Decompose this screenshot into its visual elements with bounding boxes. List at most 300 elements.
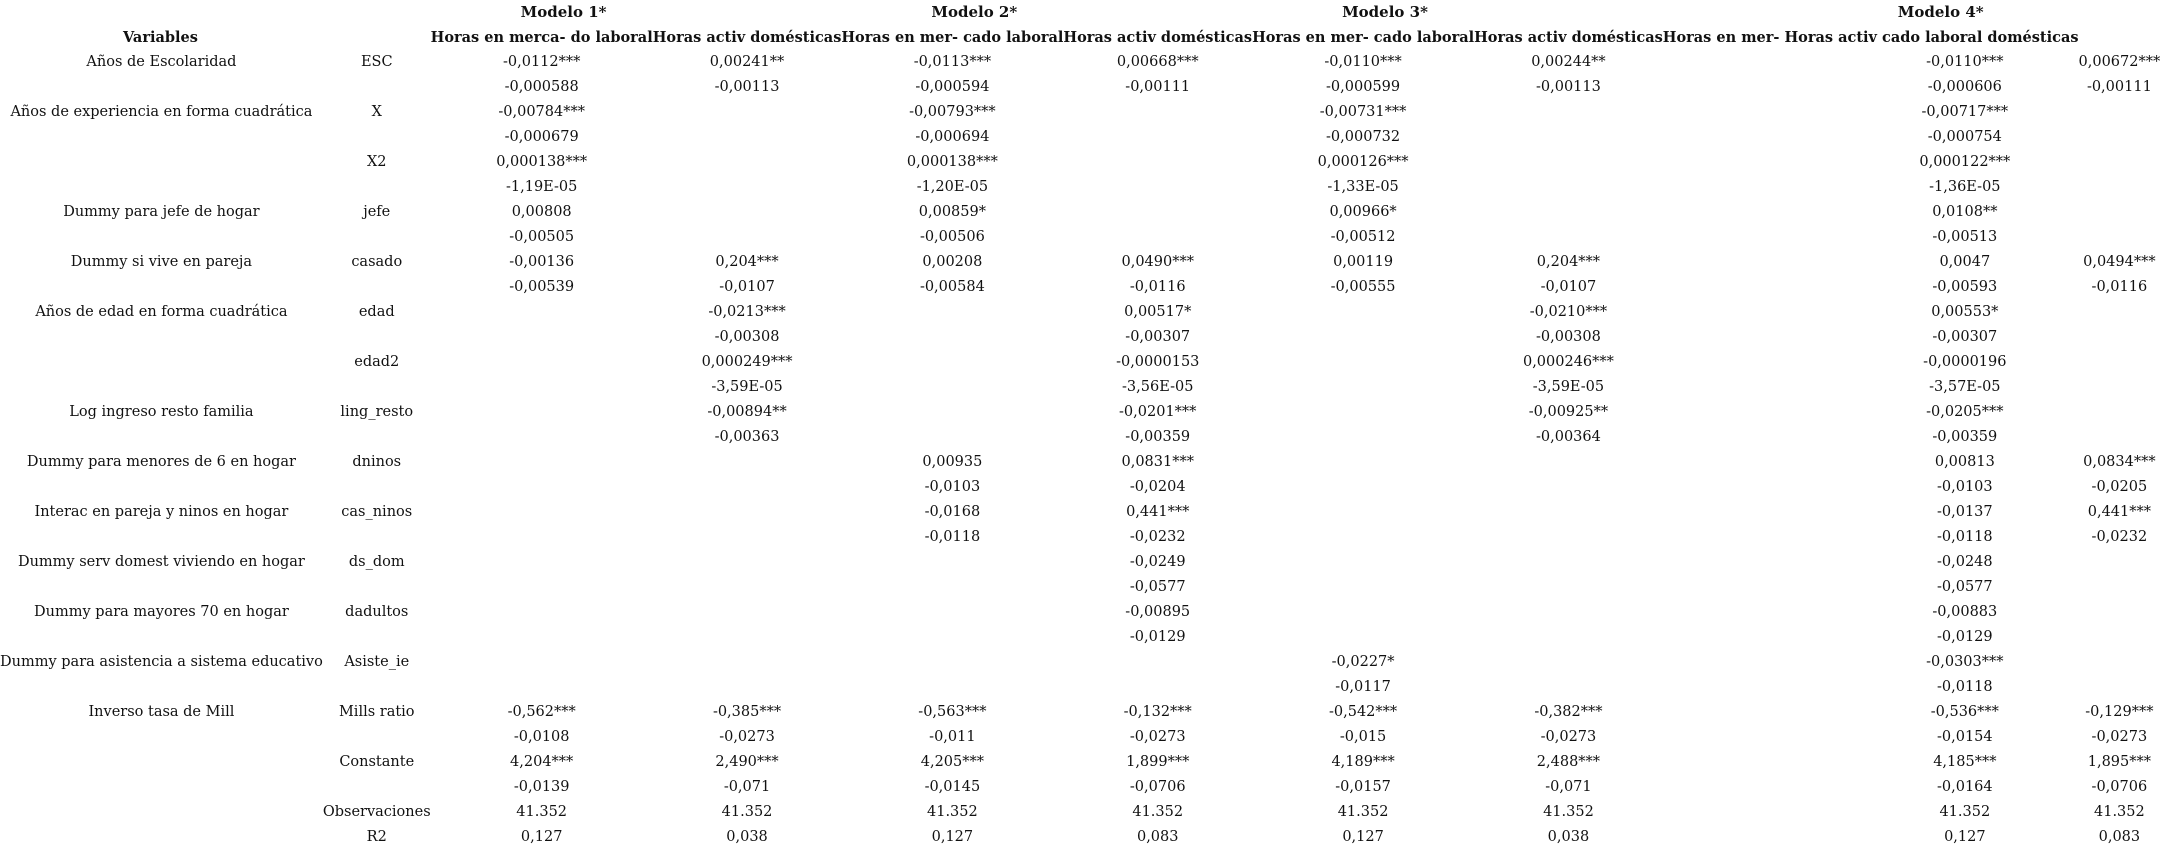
coefficient-cell: -0,0273	[2091, 729, 2148, 745]
variable-name	[323, 375, 431, 400]
variable-description: Dummy si vive en pareja	[70, 254, 253, 270]
coefficient-cell: -0,00555	[1330, 279, 1396, 295]
coefficient-cell	[1663, 175, 1851, 200]
coefficient-cell	[1063, 650, 1252, 675]
coefficient-cell: 0,000122***	[1919, 154, 2011, 170]
coefficient-cell	[1252, 500, 1474, 525]
coefficient-cell	[2079, 150, 2160, 175]
coefficient-cell	[431, 475, 653, 500]
variable-name: ds_dom	[348, 554, 405, 570]
coefficient-cell: -0,00895	[1125, 604, 1191, 620]
coefficient-cell	[841, 400, 1063, 425]
coefficient-cell	[1474, 675, 1663, 700]
coefficient-cell	[1474, 500, 1663, 525]
coefficient-cell	[2079, 100, 2160, 125]
coefficient-cell: -0,00717***	[1921, 104, 2009, 120]
coefficient-cell: -0,132***	[1123, 704, 1192, 720]
coefficient-cell: -0,00883	[1932, 604, 1998, 620]
coefficient-cell	[431, 300, 653, 325]
coefficient-cell: -1,19E-05	[505, 179, 578, 195]
coefficient-cell	[1663, 150, 1851, 175]
coefficient-cell	[1252, 350, 1474, 375]
coefficient-cell: -0,0273	[1540, 729, 1597, 745]
coefficient-cell	[1474, 175, 1663, 200]
coefficient-cell	[1252, 600, 1474, 625]
coefficient-cell	[2079, 425, 2160, 450]
table-row	[0, 450, 2160, 475]
coefficient-cell: 0,00553*	[1931, 304, 1999, 320]
coefficient-cell	[1663, 50, 1851, 75]
variable-name: R2	[366, 829, 387, 845]
coefficient-cell: -0,00111	[1125, 79, 1191, 95]
coefficient-cell: 41.352	[1543, 804, 1594, 820]
coefficient-cell	[2079, 200, 2160, 225]
coefficient-cell	[2079, 325, 2160, 350]
coefficient-cell	[431, 425, 653, 450]
coefficient-cell	[431, 675, 653, 700]
coefficient-cell	[841, 675, 1063, 700]
coefficient-cell: -0,0129	[1129, 629, 1186, 645]
coefficient-cell: 0,00966*	[1329, 204, 1397, 220]
table-row	[0, 50, 2160, 75]
table-row	[0, 675, 2160, 700]
coefficient-cell: -0,0116	[1129, 279, 1186, 295]
variable-name: jefe	[363, 204, 391, 220]
table-row	[0, 650, 2160, 675]
variable-name	[323, 525, 431, 550]
coefficient-cell: -0,0118	[1937, 679, 1993, 695]
table-row	[0, 350, 2160, 375]
coefficient-cell: -0,0232	[1129, 529, 1186, 545]
coefficient-cell	[431, 325, 653, 350]
coefficient-cell	[2079, 350, 2160, 375]
coefficient-cell	[841, 300, 1063, 325]
coefficient-cell	[1663, 475, 1851, 500]
coefficient-cell	[1252, 625, 1474, 650]
coefficient-cell	[431, 600, 653, 625]
table-row	[0, 175, 2160, 200]
coefficient-cell: -0,563***	[918, 704, 987, 720]
coefficient-cell: -0,00359	[1932, 429, 1998, 445]
coefficient-cell: 0,0834***	[2083, 454, 2156, 470]
table-row	[0, 625, 2160, 650]
table-row	[0, 500, 2160, 525]
coefficient-cell: -0,0157	[1335, 779, 1391, 795]
coefficient-cell	[841, 325, 1063, 350]
coefficient-cell: -0,071	[723, 779, 771, 795]
coefficient-cell: -0,0118	[924, 529, 981, 545]
coefficient-cell	[1663, 225, 1851, 250]
variable-description: Años de Escolaridad	[86, 54, 237, 70]
coefficient-cell	[653, 100, 842, 125]
coefficient-cell: -0,011	[929, 729, 976, 745]
variable-name	[323, 775, 431, 800]
coefficient-cell: -0,0103	[1937, 479, 1993, 495]
coefficient-cell: 0,00208	[922, 254, 983, 270]
coefficient-cell: 0,000246***	[1522, 354, 1614, 370]
coefficient-cell: -0,0103	[924, 479, 981, 495]
coefficient-cell: 0,0047	[1939, 254, 1991, 270]
coefficient-cell: 0,00859*	[918, 204, 986, 220]
subheader-m3-domestic: Horas activ domésticas	[1474, 29, 1663, 46]
table-row	[0, 250, 2160, 275]
coefficient-cell	[1663, 450, 1851, 475]
table-row	[0, 125, 2160, 150]
coefficient-cell	[1063, 125, 1252, 150]
table-row	[0, 400, 2160, 425]
variable-description	[0, 350, 323, 375]
table-row	[0, 525, 2160, 550]
coefficient-cell	[1063, 150, 1252, 175]
coefficient-cell	[1474, 475, 1663, 500]
coefficient-cell: -0,0108	[513, 729, 570, 745]
coefficient-cell	[841, 425, 1063, 450]
variable-name: Asiste_ie	[344, 654, 410, 670]
coefficient-cell: -0,0204	[1129, 479, 1186, 495]
table-row	[0, 150, 2160, 175]
coefficient-cell	[431, 650, 653, 675]
variable-description	[0, 150, 323, 175]
coefficient-cell	[1252, 325, 1474, 350]
variable-name: X2	[366, 154, 387, 170]
coefficient-cell	[1252, 300, 1474, 325]
coefficient-cell: -0,00506	[919, 229, 985, 245]
coefficient-cell	[1663, 750, 1851, 775]
coefficient-cell: -0,385***	[712, 704, 782, 720]
variable-description	[0, 75, 323, 100]
variable-name: Constante	[339, 754, 415, 770]
variable-name	[323, 625, 431, 650]
coefficient-cell: -3,57E-05	[1929, 379, 2001, 395]
variable-description: Dummy serv domest viviendo en hogar	[17, 554, 305, 570]
variable-name: Mills ratio	[338, 704, 415, 720]
coefficient-cell: 0,00517*	[1124, 304, 1192, 320]
variable-description	[0, 775, 323, 800]
coefficient-cell: -0,0116	[2091, 279, 2148, 295]
coefficient-cell	[1663, 100, 1851, 125]
variable-description	[0, 750, 323, 775]
variable-description: Dummy para jefe de hogar	[63, 204, 260, 220]
coefficient-cell: -0,00894**	[707, 404, 787, 420]
coefficient-cell: 0,441***	[1126, 504, 1190, 520]
variable-description: Dummy para menores de 6 en hogar	[26, 454, 296, 470]
subheader-m1-market: Horas en merca- do laboral	[430, 29, 653, 46]
coefficient-cell: -0,0107	[719, 279, 775, 295]
coefficient-cell: -0,0110***	[1926, 54, 2004, 70]
table-row	[0, 375, 2160, 400]
coefficient-cell: -0,536***	[1930, 704, 1999, 720]
coefficient-cell	[2079, 300, 2160, 325]
coefficient-cell: 41.352	[2094, 804, 2145, 820]
coefficient-cell	[653, 575, 842, 600]
coefficient-cell: 41.352	[927, 804, 978, 820]
coefficient-cell: -0,0273	[719, 729, 775, 745]
coefficient-cell	[1063, 100, 1252, 125]
coefficient-cell: 0,00244**	[1531, 54, 1606, 70]
coefficient-cell	[841, 375, 1063, 400]
coefficient-cell: 0,00119	[1333, 254, 1394, 270]
coefficient-cell: -0,0145	[924, 779, 981, 795]
coefficient-cell: -0,0154	[1937, 729, 1993, 745]
coefficient-cell	[431, 400, 653, 425]
coefficient-cell: -0,00793***	[909, 104, 996, 120]
coefficient-cell: 0,441***	[2087, 504, 2151, 520]
coefficient-cell: -0,0232	[2091, 529, 2148, 545]
table-row	[0, 225, 2160, 250]
variable-name: edad	[358, 304, 395, 320]
coefficient-cell: -3,56E-05	[1122, 379, 1194, 395]
table-row	[0, 100, 2160, 125]
coefficient-cell: 0,127	[931, 829, 974, 845]
table-row	[0, 800, 2160, 825]
model-header-row	[0, 0, 2160, 25]
coefficient-cell	[1663, 375, 1851, 400]
coefficient-cell: -0,00731***	[1319, 104, 1407, 120]
variable-name: X	[371, 104, 382, 120]
variable-description	[0, 800, 323, 825]
coefficient-cell: 1,895***	[2087, 754, 2151, 770]
coefficient-cell: -0,071	[1545, 779, 1592, 795]
coefficient-cell: -0,00136	[509, 254, 575, 270]
subheader-m3-market: Horas en mer- cado laboral	[1252, 29, 1475, 46]
coefficient-cell: 1,899***	[1126, 754, 1190, 770]
variable-description	[0, 175, 323, 200]
coefficient-cell	[2079, 400, 2160, 425]
coefficient-cell: 0,000249***	[701, 354, 793, 370]
coefficient-cell: -0,000679	[504, 129, 579, 145]
coefficient-cell: -0,562***	[507, 704, 576, 720]
subheader-m4-combined: Horas en mer- Horas activ cado laboral domésticas	[1662, 29, 2079, 46]
coefficient-cell: -0,000599	[1326, 79, 1401, 95]
coefficient-cell	[1663, 825, 1851, 850]
table-row	[0, 300, 2160, 325]
coefficient-cell	[1663, 650, 1851, 675]
coefficient-cell: 0,0490***	[1121, 254, 1194, 270]
coefficient-cell: 2,490***	[715, 754, 779, 770]
coefficient-cell: 0,083	[2098, 829, 2141, 845]
coefficient-cell: -0,0213***	[708, 304, 786, 320]
variables-label: Variables	[123, 29, 198, 46]
coefficient-cell	[1663, 575, 1851, 600]
table-row	[0, 575, 2160, 600]
coefficient-cell	[2079, 575, 2160, 600]
coefficient-cell: 0,083	[1136, 829, 1179, 845]
coefficient-cell: -0,00505	[509, 229, 575, 245]
coefficient-cell	[841, 625, 1063, 650]
subheader-m2-market: Horas en mer- cado laboral	[841, 29, 1064, 46]
coefficient-cell: -0,00513	[1932, 229, 1998, 245]
coefficient-cell: -0,0139	[513, 779, 570, 795]
coefficient-cell	[1663, 425, 1851, 450]
coefficient-cell: -0,0117	[1335, 679, 1391, 695]
table-row	[0, 750, 2160, 775]
coefficient-cell: -0,000588	[504, 79, 579, 95]
coefficient-cell	[1474, 650, 1663, 675]
variable-description	[0, 375, 323, 400]
variable-name	[323, 275, 431, 300]
coefficient-cell: -0,0113***	[913, 54, 992, 70]
coefficient-cell: -1,33E-05	[1327, 179, 1399, 195]
table-row	[0, 775, 2160, 800]
coefficient-cell: -0,0164	[1937, 779, 1993, 795]
table-row	[0, 425, 2160, 450]
coefficient-cell	[841, 600, 1063, 625]
coefficient-cell: 2,488***	[1536, 754, 1601, 770]
coefficient-cell	[653, 550, 842, 575]
coefficient-cell: -0,0137	[1937, 504, 1993, 520]
variable-description: Log ingreso resto familia	[69, 404, 254, 420]
coefficient-cell	[1252, 525, 1474, 550]
coefficient-cell	[653, 125, 842, 150]
coefficient-cell: -0,542***	[1329, 704, 1398, 720]
coefficient-cell	[1474, 100, 1663, 125]
coefficient-cell: 4,189***	[1331, 754, 1395, 770]
coefficient-cell	[1063, 225, 1252, 250]
coefficient-cell: 0,038	[726, 829, 768, 845]
coefficient-cell	[1663, 500, 1851, 525]
coefficient-cell	[431, 375, 653, 400]
table-row	[0, 725, 2160, 750]
coefficient-cell: -0,0000196	[1923, 354, 2007, 370]
variable-name	[323, 575, 431, 600]
coefficient-cell	[1252, 450, 1474, 475]
variable-name: Observaciones	[322, 804, 431, 820]
coefficient-cell	[653, 475, 842, 500]
variable-name: casado	[351, 254, 403, 270]
variable-name	[323, 425, 431, 450]
variable-name: cas_ninos	[341, 504, 413, 520]
coefficient-cell	[653, 625, 842, 650]
coefficient-cell: -0,0110***	[1324, 54, 1402, 70]
variable-description	[0, 825, 323, 850]
coefficient-cell	[1474, 125, 1663, 150]
coefficient-cell	[1252, 575, 1474, 600]
subheader-m4-extra	[2079, 25, 2160, 50]
coefficient-cell: -0,000606	[1927, 79, 2002, 95]
coefficient-cell	[431, 625, 653, 650]
variable-name: dninos	[352, 454, 402, 470]
coefficient-cell	[1663, 350, 1851, 375]
variable-description: Dummy para asistencia a sistema educativo	[0, 654, 323, 670]
coefficient-cell: -3,59E-05	[1532, 379, 1605, 395]
variable-description: Años de experiencia en forma cuadrática	[10, 104, 313, 120]
coefficient-cell	[2079, 550, 2160, 575]
variable-description	[0, 675, 323, 700]
coefficient-cell: 0,0108**	[1932, 204, 1998, 220]
coefficient-cell	[1663, 725, 1851, 750]
table-row	[0, 275, 2160, 300]
coefficient-cell: 0,000138***	[906, 154, 998, 170]
coefficient-cell	[1063, 675, 1252, 700]
coefficient-cell: -0,0577	[1937, 579, 1993, 595]
coefficient-cell	[2079, 125, 2160, 150]
coefficient-cell	[1474, 225, 1663, 250]
coefficient-cell	[2079, 650, 2160, 675]
coefficient-cell	[1474, 525, 1663, 550]
coefficient-cell: -1,36E-05	[1929, 179, 2001, 195]
coefficient-cell: -0,00111	[2086, 79, 2152, 95]
coefficient-cell	[653, 150, 842, 175]
coefficient-cell	[1663, 525, 1851, 550]
coefficient-cell: -0,000694	[915, 129, 990, 145]
variable-name	[323, 125, 431, 150]
model-1-header: Modelo 1*	[520, 3, 607, 21]
coefficient-cell	[1252, 400, 1474, 425]
coefficient-cell	[2079, 225, 2160, 250]
coefficient-cell: -0,00307	[1932, 329, 1998, 345]
coefficient-cell: -0,0227*	[1331, 654, 1395, 670]
coefficient-cell	[653, 650, 842, 675]
table-row	[0, 325, 2160, 350]
coefficient-cell	[1474, 200, 1663, 225]
coefficient-cell: -0,0000153	[1116, 354, 1200, 370]
coefficient-cell	[653, 450, 842, 475]
coefficient-cell: -0,0248	[1937, 554, 1993, 570]
coefficient-cell: -0,0107	[1540, 279, 1597, 295]
coefficient-cell	[431, 525, 653, 550]
coefficient-cell: -0,0168	[924, 504, 981, 520]
variable-name: edad2	[354, 354, 400, 370]
model-4-header: Modelo 4*	[1897, 3, 1984, 21]
variable-description	[0, 425, 323, 450]
coefficient-cell	[841, 650, 1063, 675]
coefficient-cell: -0,0205***	[1926, 404, 2004, 420]
variable-name	[323, 475, 431, 500]
coefficient-cell: 0,204***	[715, 254, 779, 270]
variable-description	[0, 725, 323, 750]
coefficient-cell	[1663, 300, 1851, 325]
coefficient-cell	[1663, 800, 1851, 825]
variable-name	[323, 175, 431, 200]
coefficient-cell	[431, 450, 653, 475]
coefficient-cell	[1663, 675, 1851, 700]
coefficient-cell: 41.352	[1939, 804, 1991, 820]
table-row	[0, 700, 2160, 725]
coefficient-cell: -0,0129	[1937, 629, 1993, 645]
coefficient-cell: 0,0831***	[1121, 454, 1194, 470]
coefficient-cell: 0,127	[1342, 829, 1384, 845]
variable-description	[0, 525, 323, 550]
coefficient-cell: -0,00308	[714, 329, 780, 345]
variable-description: Dummy para mayores 70 en hogar	[34, 604, 289, 620]
coefficient-cell: -0,0112***	[502, 54, 581, 70]
coefficient-cell: -0,0577	[1129, 579, 1186, 595]
coefficient-cell	[2079, 600, 2160, 625]
coefficient-cell: -0,0210***	[1529, 304, 1608, 320]
variable-name: dadultos	[345, 604, 409, 620]
coefficient-cell: 0,127	[1944, 829, 1986, 845]
coefficient-cell: -0,00308	[1536, 329, 1601, 345]
coefficient-cell: -0,00512	[1330, 229, 1396, 245]
coefficient-cell: 41.352	[721, 804, 773, 820]
variable-description	[0, 625, 323, 650]
coefficient-cell	[1663, 775, 1851, 800]
coefficient-cell	[1663, 200, 1851, 225]
coefficient-cell: 0,000138***	[496, 154, 588, 170]
coefficient-cell	[1252, 375, 1474, 400]
variable-name: ESC	[360, 54, 393, 70]
coefficient-cell	[431, 575, 653, 600]
coefficient-cell: 4,204***	[510, 754, 574, 770]
coefficient-cell	[1663, 250, 1851, 275]
coefficient-cell: -0,00784***	[498, 104, 585, 120]
coefficient-cell	[1663, 275, 1851, 300]
coefficient-cell	[1252, 550, 1474, 575]
table-row	[0, 600, 2160, 625]
coefficient-cell	[1474, 450, 1663, 475]
coefficient-cell: -0,00925**	[1528, 404, 1609, 420]
coefficient-cell: 4,205***	[920, 754, 985, 770]
